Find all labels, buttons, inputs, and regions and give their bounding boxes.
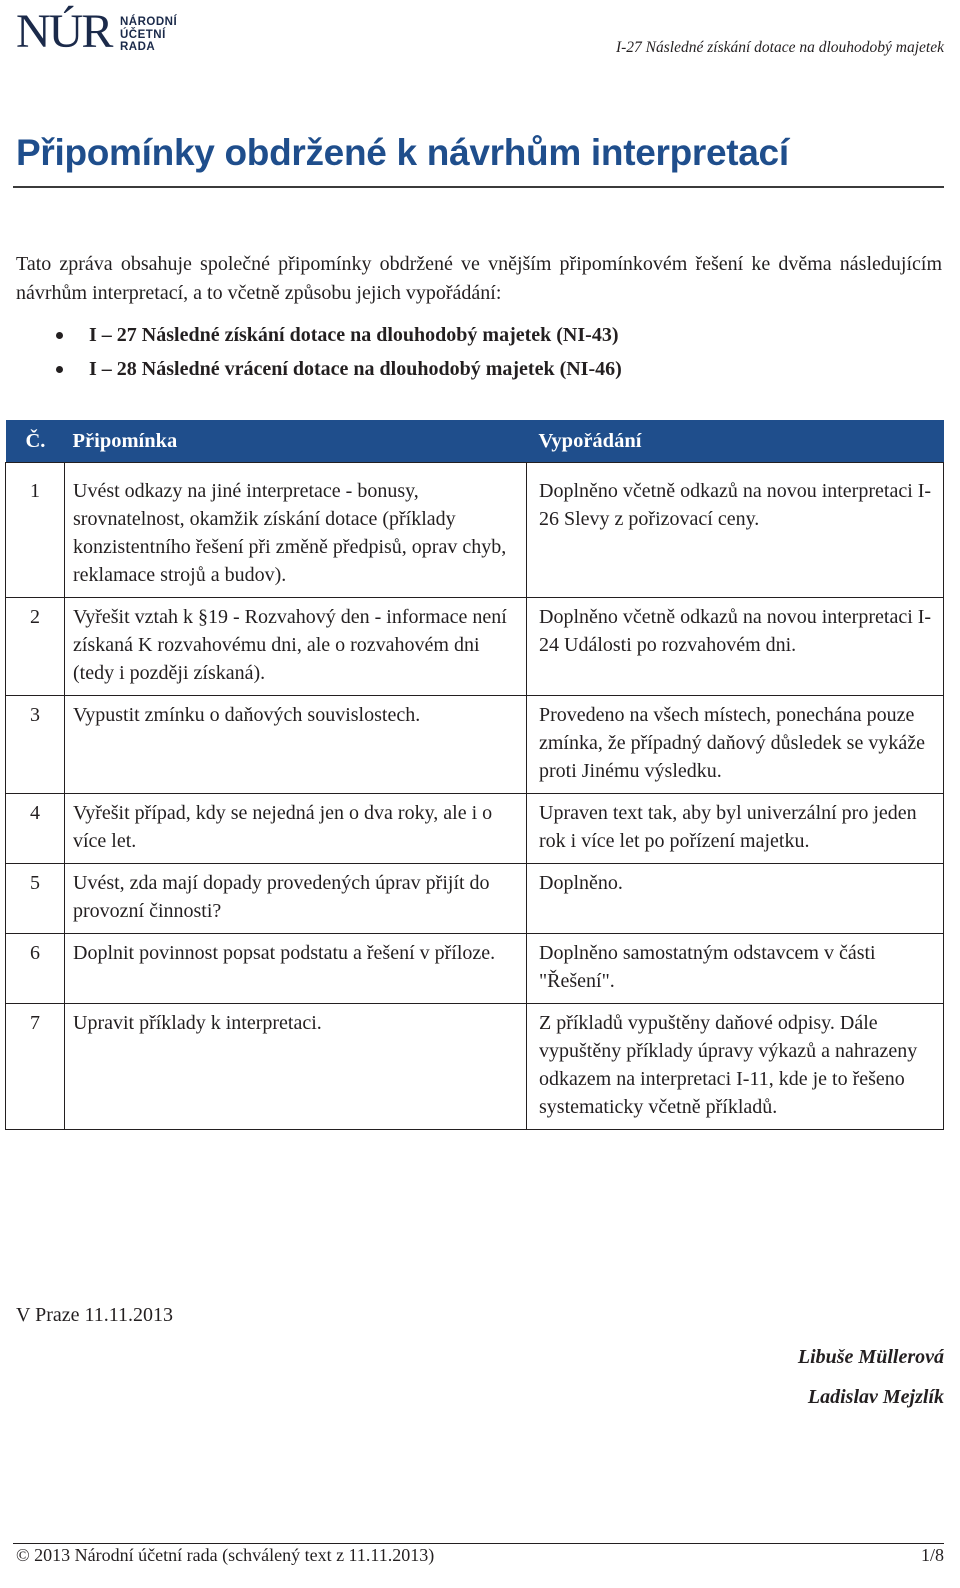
logo-mark: NÚR	[16, 5, 112, 58]
row-resolution: Upraven text tak, aby byl univerzální pro jeden rok i více let po pořízení majetku.	[527, 794, 944, 864]
table-row	[6, 598, 944, 696]
row-number: 3	[6, 696, 65, 794]
nur-logo	[16, 6, 206, 58]
table-row	[6, 1004, 944, 1130]
footer-copyright: © 2013 Národní účetní rada (schválený text z 11.11.2013)	[16, 1545, 435, 1565]
header-comment: Připomínka	[65, 420, 527, 463]
row-resolution: Doplněno včetně odkazů na novou interpretaci I-26 Slevy z pořizovací ceny.	[527, 463, 944, 598]
table-header-row	[6, 420, 944, 463]
header-resolution: Vypořádání	[527, 420, 944, 463]
row-resolution: Z příkladů vypuštěny daňové odpisy. Dále vypuštěny příklady úpravy výkazů a nahrazeny odkazem na interpretaci I-11, kde je to řešeno systematicky včetně příkladů.	[527, 1004, 944, 1130]
list-item-text: I – 27 Následné získání dotace na dlouhodobý majetek (NI-43)	[89, 324, 619, 346]
bullet-icon	[56, 332, 63, 339]
table-row	[6, 934, 944, 1004]
page-number: 1/8	[920, 1545, 944, 1565]
row-resolution: Provedeno na všech místech, ponechána pouze zmínka, že případný daňový důsledek se vykáže proti Jinému výsledku.	[527, 696, 944, 794]
header-number: Č.	[6, 420, 65, 463]
table-row	[6, 864, 944, 934]
row-number: 7	[6, 1004, 65, 1130]
list-item	[56, 352, 622, 386]
row-number: 5	[6, 864, 65, 934]
row-comment: Uvést, zda mají dopady provedených úprav přijít do provozní činnosti?	[65, 864, 527, 934]
row-comment: Vyřešit případ, kdy se nejedná jen o dva roky, ale i o více let.	[65, 794, 527, 864]
title-divider	[13, 186, 944, 188]
logo-org-name	[120, 16, 177, 54]
list-item-text: I – 28 Následné vrácení dotace na dlouhodobý majetek (NI-46)	[89, 358, 622, 380]
footer-divider	[13, 1543, 944, 1544]
row-number: 2	[6, 598, 65, 696]
row-number: 1	[6, 463, 65, 598]
row-comment: Doplnit povinnost popsat podstatu a řešení v příloze.	[65, 934, 527, 1004]
running-head: I-27 Následné získání dotace na dlouhodobý majetek	[615, 39, 944, 56]
table-row	[6, 696, 944, 794]
row-comment: Upravit příklady k interpretaci.	[65, 1004, 527, 1130]
row-resolution: Doplněno včetně odkazů na novou interpretaci I-24 Události po rozvahovém dni.	[527, 598, 944, 696]
logo-org-line: NÁRODNÍ	[120, 16, 178, 28]
intro-paragraph: Tato zpráva obsahuje společné připomínky obdržené ve vnějším připomínkovém řešení ke dvěma následujícím návrhům interpretací, a to včetně způsobu jejich vypořádání:	[16, 253, 942, 304]
row-resolution: Doplněno.	[527, 864, 944, 934]
row-comment: Vypustit zmínku o daňových souvislostech.	[65, 696, 527, 794]
bullet-icon	[56, 366, 63, 373]
interpretation-list	[56, 318, 622, 386]
signature-name: Libuše Müllerová	[797, 1346, 944, 1368]
row-comment: Vyřešit vztah k §19 - Rozvahový den - informace není získaná K rozvahovému dni, ale o rozvahovém dni (tedy i později získaná).	[65, 598, 527, 696]
logo-org-line: RADA	[120, 41, 156, 53]
row-number: 6	[6, 934, 65, 1004]
row-number: 4	[6, 794, 65, 864]
row-comment: Uvést odkazy na jiné interpretace - bonusy, srovnatelnost, okamžik získání dotace (příklady konzistentního řešení při změně předpisů, oprav chyb, reklamace strojů a budov).	[65, 463, 527, 598]
list-item	[56, 318, 622, 352]
comments-table	[5, 420, 944, 1130]
signature-name: Ladislav Mejzlík	[807, 1386, 944, 1408]
page-title: Připomínky obdržené k návrhům interpretací	[16, 132, 789, 173]
table-row	[6, 794, 944, 864]
table-row	[6, 463, 944, 598]
logo-org-line: ÚČETNÍ	[120, 28, 166, 41]
row-resolution: Doplněno samostatným odstavcem v části "Řešení".	[527, 934, 944, 1004]
place-date: V Praze 11.11.2013	[16, 1304, 174, 1326]
